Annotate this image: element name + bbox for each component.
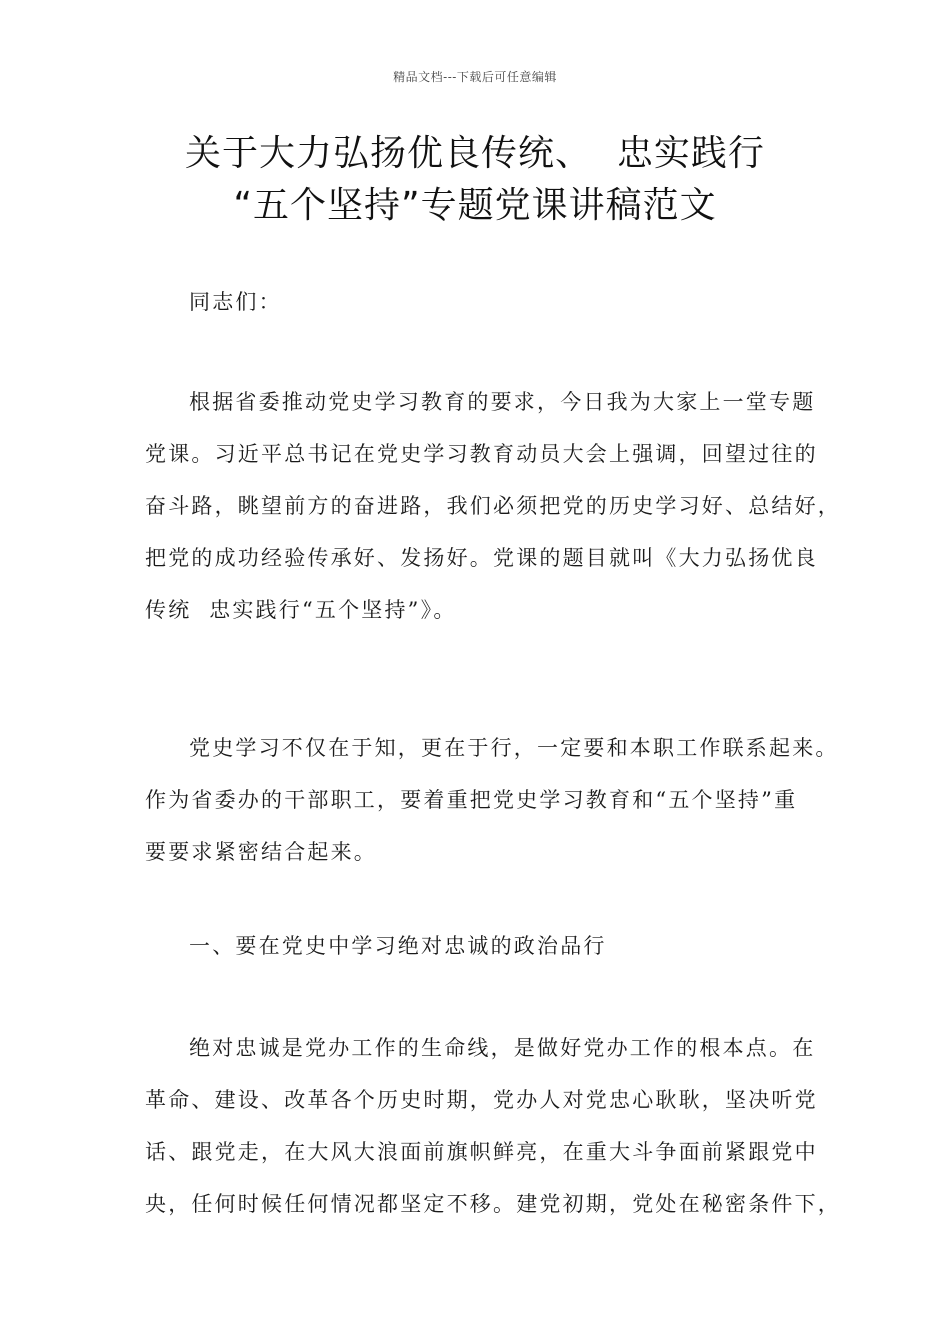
title-line-2: “五个坚持”专题党课讲稿范文	[233, 185, 717, 226]
paragraph-line: 把党的成功经验传承好、发扬好。党课的题目就叫《大力弘扬优良	[145, 546, 818, 570]
paragraph-line: 话、跟党走，在大风大浪面前旗帜鲜亮，在重大斗争面前紧跟党中	[145, 1140, 818, 1164]
paragraph-line: 央，任何时候任何情况都坚定不移。建党初期，党处在秘密条件下，	[145, 1192, 841, 1216]
paragraph-2	[145, 722, 839, 878]
paragraph-line: 革命、建设、改革各个历史时期，党办人对党忠心耿耿，坚决听党	[145, 1088, 818, 1112]
salutation	[145, 276, 869, 328]
paragraph-line: 党课。习近平总书记在党史学习教育动员大会上强调，回望过往的	[145, 442, 818, 466]
header-note: 精品文档---下载后可任意编辑	[393, 70, 557, 84]
document-title	[0, 128, 950, 232]
paragraph-line: 要要求紧密结合起来。	[145, 840, 377, 864]
paragraph-line: 作为省委办的干部职工，要着重把党史学习教育和“五个坚持”重	[145, 788, 798, 812]
salutation-text: 同志们：	[189, 290, 282, 314]
paragraph-3	[145, 1022, 841, 1230]
paragraph-line: 传统 忠实践行“五个坚持”》。	[145, 598, 457, 622]
title-line-1: 关于大力弘扬优良传统、 忠实践行	[185, 133, 765, 174]
paragraph-line: 党史学习不仅在于知，更在于行，一定要和本职工作联系起来。	[189, 736, 839, 760]
paragraph-1	[145, 376, 841, 636]
paragraph-line: 绝对忠诚是党办工作的生命线，是做好党办工作的根本点。在	[189, 1036, 816, 1060]
paragraph-line: 奋斗路，眺望前方的奋进路，我们必须把党的历史学习好、总结好，	[145, 494, 841, 518]
section-heading-text: 一、要在党史中学习绝对忠诚的政治品行	[189, 934, 607, 958]
paragraph-line: 根据省委推动党史学习教育的要求，今日我为大家上一堂专题	[189, 390, 816, 414]
section-heading-1	[145, 920, 869, 972]
